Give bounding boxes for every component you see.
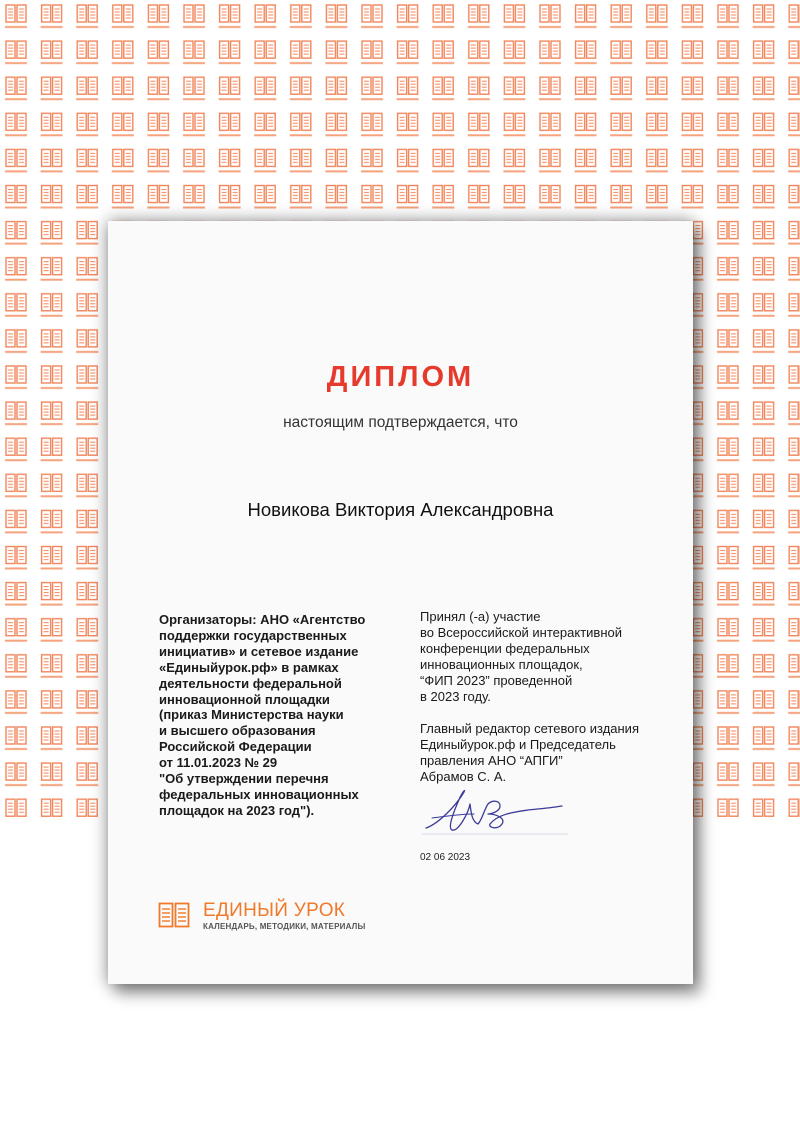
organizers-text	[159, 612, 384, 819]
edinyi-urok-logo	[158, 900, 388, 936]
text-line: Единыйурок.рф и Председатель	[420, 737, 616, 752]
text-line: Организаторы: АНО «Агентство	[159, 612, 366, 627]
editor-text	[420, 721, 680, 785]
text-line: в 2023 году.	[420, 689, 491, 704]
text-line: инициатив» и сетевое издание	[159, 643, 359, 659]
text-line: "Об утверждении перечня	[159, 771, 329, 787]
diploma-subtitle: настоящим подтверждается, что	[283, 414, 518, 431]
text-line: «Единыйурок.рф» в рамках	[159, 659, 339, 675]
text-line: инновационных площадок,	[420, 657, 583, 672]
text-line: от 11.01.2023 № 29	[159, 755, 278, 771]
text-line: деятельности федеральной	[159, 675, 342, 691]
text-line: Абрамов С. А.	[420, 769, 507, 784]
text-line: Главный редактор сетевого издания	[420, 721, 639, 736]
text-line: Российской Федерации	[159, 739, 312, 755]
text-line: конференции федеральных	[420, 641, 590, 656]
book-icon	[158, 902, 190, 928]
text-line: поддержки государственных	[159, 627, 347, 643]
text-line: и высшего образования	[159, 723, 316, 739]
text-line: площадок на 2023 год").	[159, 802, 315, 818]
text-line: (приказ Министерства науки	[159, 707, 344, 723]
logo-name: ЕДИНЫЙ УРОК	[203, 900, 346, 921]
logo-tagline: КАЛЕНДАРЬ, МЕТОДИКИ, МАТЕРИАЛЫ	[203, 922, 366, 931]
text-line: “ФИП 2023” проведенной	[420, 673, 573, 688]
text-line: правления АНО “АПГИ”	[420, 753, 563, 768]
text-line: федеральных инновационных	[159, 786, 359, 802]
text-line: Принял (-а) участие	[420, 609, 541, 624]
text-line: во Всероссийской интерактивной	[420, 625, 622, 640]
recipient-name: Новикова Виктория Александровна	[247, 499, 554, 520]
participation-text	[420, 609, 670, 705]
diploma-sheet	[108, 221, 693, 984]
diploma-date: 02 06 2023	[420, 852, 471, 863]
diploma-title: ДИПЛОМ	[326, 361, 475, 393]
signature-image	[418, 784, 578, 844]
text-line: инновационной площадки	[159, 691, 330, 707]
